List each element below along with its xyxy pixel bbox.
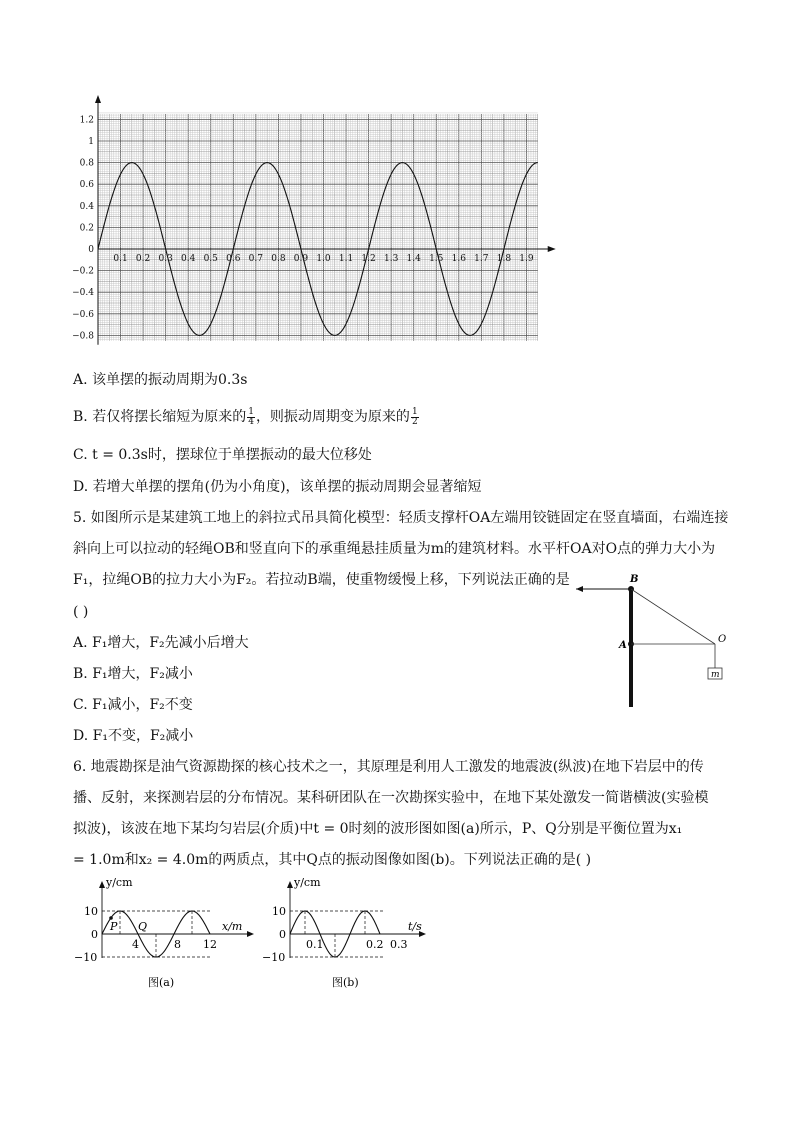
y-axis-arrow-icon (99, 881, 105, 888)
label-o: O (718, 634, 727, 645)
fig-a-tick-4: 4 (132, 938, 139, 951)
q5-answer-paren: ( ) (73, 604, 89, 620)
q5-stem-line-2: 斜向上可以拉动的轻绳OB和竖直向下的承重绳悬挂质量为m的建筑材料。水平杆OA对O点的弹力大小为 (73, 541, 716, 557)
fraction-one-half: $\frac{1}{2}$ (411, 406, 418, 427)
label-a: A (619, 640, 627, 651)
q5-option-c: C. F₁减小，F₂不变 (73, 697, 193, 713)
x-tick-label: 0.3 (158, 254, 173, 264)
x-tick-label: 1.3 (383, 254, 399, 264)
x-tick-label: 1.2 (361, 254, 376, 264)
fig-a-y-top: 10 (84, 905, 98, 918)
wave-figure-b (260, 878, 430, 993)
q5-option-a: A. F₁增大，F₂先减小后增大 (73, 635, 249, 651)
q6-stem-line-4: = 1.0m和x₂ = 4.0m的两质点，其中Q点的振动图像如图(b)。下列说法正确的是( ) (73, 852, 592, 868)
fig-b-tick-1: 0.1 (306, 938, 324, 951)
fig-a-caption: 图(a) (148, 976, 175, 989)
x-tick-label: 0.2 (135, 254, 151, 264)
label-b: B (630, 574, 639, 585)
y-tick-label: 1.2 (79, 115, 94, 126)
x-axis-arrow-icon (548, 246, 556, 252)
fig-b-tick-2: 0.2 (366, 938, 384, 951)
x-tick-label: 1.8 (496, 254, 512, 264)
y-tick-label: 1 (88, 137, 94, 147)
q4-option-b-pre: B. 若仅将摆长缩短为原来的 (73, 409, 247, 425)
x-tick-label: 0.4 (181, 254, 196, 264)
y-axis-arrow-icon (287, 881, 293, 888)
origin-label: 0 (88, 245, 94, 255)
q5-stem-line-1: 5. 如图所示是某建筑工地上的斜拉式吊具简化模型：轻质支撑杆OA左端用铰链固定在竖直墙面，右端连接 (73, 510, 729, 526)
y-tick-label: −0.8 (72, 331, 94, 342)
label-p: P (110, 920, 118, 933)
x-tick-label: 1.0 (316, 254, 331, 264)
fig-b-tick-3: 0.3 (390, 938, 408, 951)
y-tick-label: 0.4 (79, 201, 94, 212)
y-tick-label: −0.4 (72, 288, 94, 299)
q6-stem-line-2: 播、反射，来探测岩层的分布情况。某科研团队在一次勘探实验中，在地下某处激发一简谐横波(实验模 (73, 790, 709, 806)
fig-a-tick-12: 12 (203, 938, 217, 951)
x-tick-label: 0.6 (226, 254, 241, 264)
y-tick-label: 0.8 (79, 158, 94, 169)
q5-option-b: B. F₁增大，F₂减小 (73, 666, 193, 682)
x-tick-label: 1.6 (451, 254, 466, 264)
fig-a-tick-8: 8 (174, 938, 181, 951)
fig-a-ylabel: y/cm (106, 878, 133, 889)
q4-option-a: A. 该单摆的振动周期为0.3s (73, 372, 248, 388)
x-tick-label: 0.8 (271, 254, 286, 264)
q6-stem-line-1: 6. 地震勘探是油气资源勘探的核心技术之一，其原理是利用人工激发的地震波(纵波)在地下岩层中的传 (73, 759, 704, 775)
x-tick-label: 0.7 (248, 254, 264, 264)
q4-option-b (73, 407, 420, 427)
rope-ob (631, 589, 715, 644)
fig-a-xlabel: x/m (222, 920, 243, 933)
q5-option-d: D. F₁不变，F₂减小 (73, 728, 194, 744)
fig-b-xlabel: t/s (408, 920, 422, 933)
chart-grid (98, 113, 538, 341)
y-tick-label: 0.6 (79, 180, 94, 191)
x-axis-arrow-icon (247, 931, 254, 937)
x-tick-label: 1.5 (429, 254, 444, 264)
x-tick-label: 1.9 (519, 254, 534, 264)
fig-b-y-bot: −10 (262, 951, 286, 964)
y-axis-arrow-icon (95, 95, 101, 103)
fig-b-caption: 图(b) (332, 976, 359, 989)
y-tick-label: −0.2 (72, 266, 94, 277)
y-tick-label: −0.6 (72, 309, 94, 320)
fig-b-y-zero: 0 (279, 928, 286, 941)
fig-a-y-zero: 0 (91, 928, 98, 941)
label-m: m (711, 670, 720, 680)
y-tick-label: 0.2 (79, 223, 94, 234)
fig-a-y-bot: −10 (74, 951, 98, 964)
fraction-one-quarter: $\frac{1}{4}$ (248, 406, 254, 427)
pendulum-vibration-chart (60, 95, 570, 360)
q4-option-b-mid: ，则振动周期变为原来的 (255, 409, 410, 425)
x-tick-label: 0.1 (113, 254, 128, 264)
q4-option-d: D. 若增大单摆的摆角(仍为小角度)，该单摆的振动周期会显著缩短 (73, 479, 482, 495)
q4-option-c: C. t = 0.3s时，摆球位于单摆振动的最大位移处 (73, 447, 372, 463)
x-tick-label: 1.4 (406, 254, 421, 264)
x-tick-label: 0.5 (203, 254, 218, 264)
x-tick-label: 1.7 (474, 254, 489, 264)
q6-stem-line-3: 拟波)，该波在地下某均匀岩层(介质)中t = 0时刻的波形图如图(a)所示，P、Q分别是平衡位置为x₁ (73, 821, 683, 837)
x-tick-label: 1.1 (338, 254, 354, 264)
wave-figure-a (72, 878, 257, 993)
fig-b-y-top: 10 (272, 905, 286, 918)
q5-stem-line-3: F₁，拉绳OB的拉力大小为F₂。若拉动B端，使重物缓慢上移，下列说法正确的是 (73, 572, 570, 588)
arrow-head-icon (576, 586, 583, 592)
fig-b-ylabel: y/cm (294, 878, 321, 889)
label-q: Q (138, 920, 148, 933)
x-tick-label: 0.9 (293, 254, 309, 264)
crane-model-figure (575, 572, 735, 712)
